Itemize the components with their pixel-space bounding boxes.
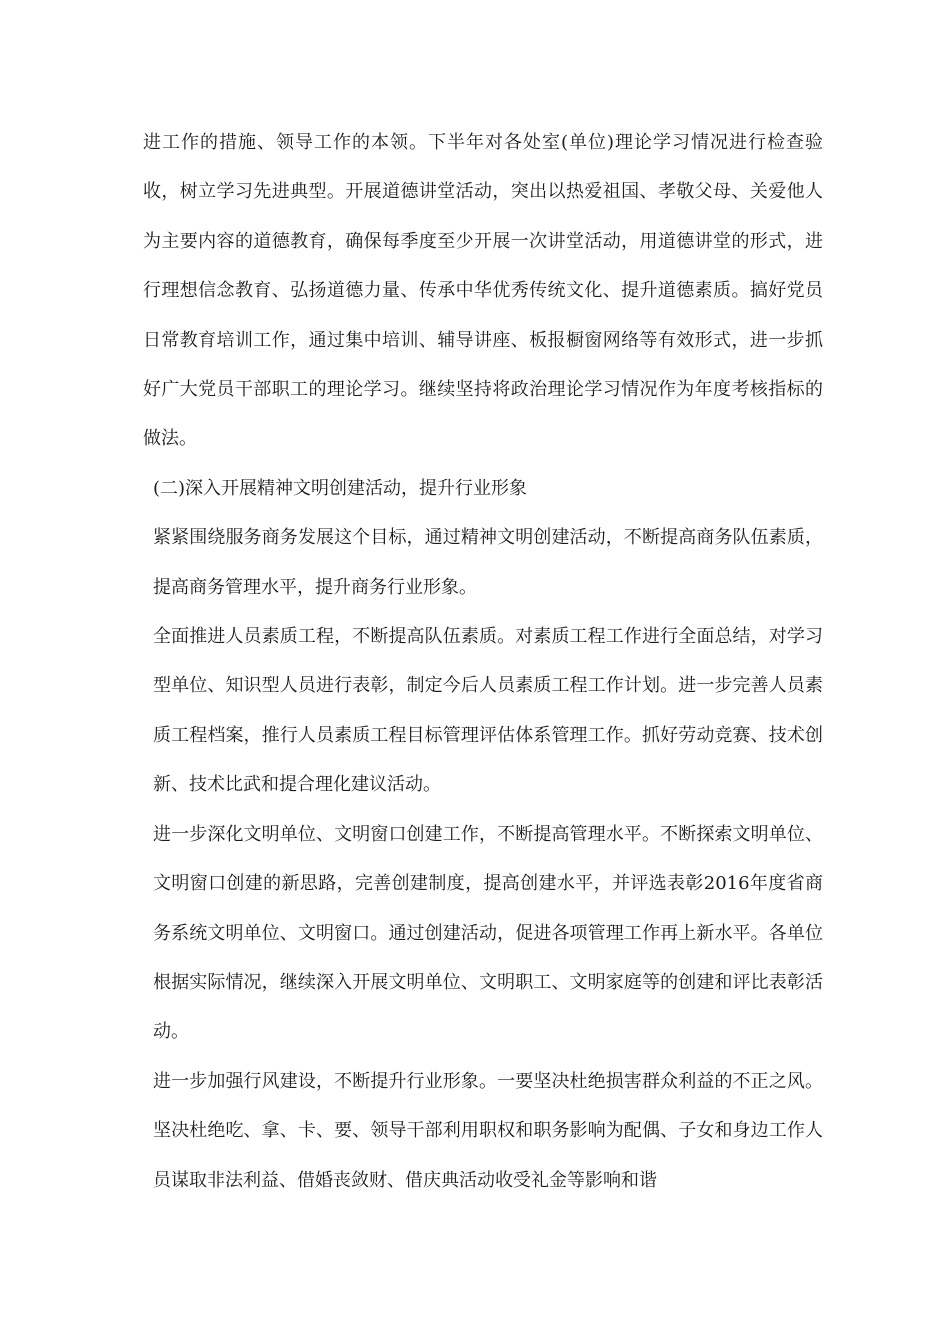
document-body (143, 118, 823, 1205)
body-paragraph: 进工作的措施、领导工作的本领。下半年对各处室(单位)理论学习情况进行检查验收，树立学习先进典型。开展道德讲堂活动，突出以热爱祖国、孝敬父母、关爱他人为主要内容的道德教育，确保每季度至少开展一次讲堂活动，用道德讲堂的形式，进行理想信念教育、弘扬道德力量、传承中华优秀传统文化、提升道德素质。搞好党员日常教育培训工作，通过集中培训、辅导讲座、板报橱窗网络等有效形式，进一步抓好广大党员干部职工的理论学习。继续坚持将政治理论学习情况作为年度考核指标的做法。 (143, 132, 823, 450)
body-paragraph: 全面推进人员素质工程，不断提高队伍素质。对素质工程工作进行全面总结，对学习型单位、知识型人员进行表彰，制定今后人员素质工程工作计划。进一步完善人员素质工程档案，推行人员素质工程目标管理评估体系管理工作。抓好劳动竞赛、技术创新、技术比武和提合理化建议活动。 (153, 626, 823, 796)
body-paragraph: 进一步加强行风建设，不断提升行业形象。一要坚决杜绝损害群众利益的不正之风。坚决杜绝吃、拿、卡、要、领导干部利用职权和职务影响为配偶、子女和身边工作人员谋取非法利益、借婚丧敛财、借庆典活动收受礼金等影响和谐 (153, 1070, 823, 1191)
body-paragraph: 紧紧围绕服务商务发展这个目标，通过精神文明创建活动，不断提高商务队伍素质，提高商务管理水平，提升商务行业形象。 (153, 527, 823, 598)
section-heading: (二)深入开展精神文明创建活动，提升行业形象 (153, 477, 528, 499)
body-paragraph: 进一步深化文明单位、文明窗口创建工作，不断提高管理水平。不断探索文明单位、文明窗口创建的新思路，完善创建制度，提高创建水平，并评选表彰2016年度省商务系统文明单位、文明窗口。通过创建活动，促进各项管理工作再上新水平。各单位根据实际情况，继续深入开展文明单位、文明职工、文明家庭等的创建和评比表彰活动。 (153, 823, 823, 1043)
